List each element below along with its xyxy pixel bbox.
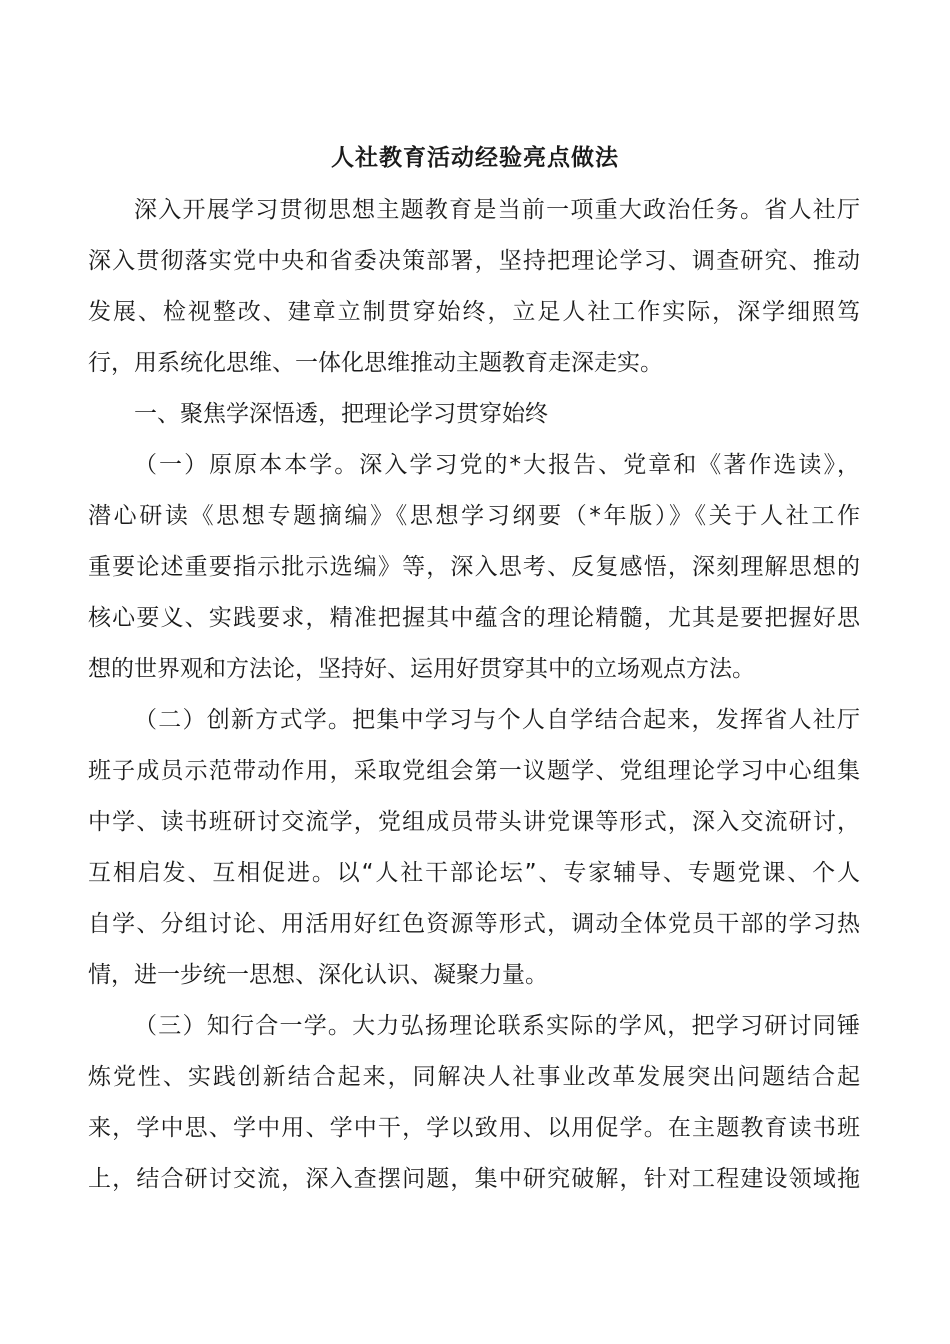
paragraph-4-line-2: 炼党性、实践创新结合起来，同解决人社事业改革发展突出问题结合起: [88, 1064, 860, 1090]
paragraph-4-line-3: 来，学中思、学中用、学中干，学以致用、以用促学。在主题教育读书班: [88, 1115, 860, 1141]
paragraph-3-line-4: 互相启发、互相促进。以“人社干部论坛”、专家辅导、专题党课、个人: [88, 860, 860, 886]
paragraph-4-line-4: 上，结合研讨交流，深入查摆问题，集中研究破解，针对工程建设领域拖: [88, 1166, 860, 1192]
paragraph-2-line-5: 想的世界观和方法论，坚持好、运用好贯穿其中的立场观点方法。: [88, 656, 755, 682]
document-title: 人社教育活动经验亮点做法: [331, 144, 619, 171]
paragraph-3-line-3: 中学、读书班研讨交流学，党组成员带头讲党课等形式，深入交流研讨，: [88, 809, 860, 835]
paragraph-1-line-4: 行，用系统化思维、一体化思维推动主题教育走深走实。: [88, 350, 663, 376]
paragraph-1-line-3: 发展、检视整改、建章立制贯穿始终，立足人社工作实际，深学细照笃: [88, 299, 860, 325]
paragraph-1-line-2: 深入贯彻落实党中央和省委决策部署，坚持把理论学习、调查研究、推动: [88, 248, 860, 274]
paragraph-1-line-1: 深入开展学习贯彻思想主题教育是当前一项重大政治任务。省人社厅: [134, 197, 860, 223]
paragraph-2-line-4: 核心要义、实践要求，精准把握其中蕴含的理论精髓，尤其是要把握好思: [88, 605, 860, 631]
paragraph-2-line-3: 重要论述重要指示批示选编》等，深入思考、反复感悟，深刻理解思想的: [88, 554, 860, 580]
section-heading-1: 一、聚焦学深悟透，把理论学习贯穿始终: [134, 401, 548, 427]
paragraph-3-line-5: 自学、分组讨论、用活用好红色资源等形式，调动全体党员干部的学习热: [88, 911, 860, 937]
paragraph-3-line-2: 班子成员示范带动作用，采取党组会第一议题学、党组理论学习中心组集: [88, 758, 860, 784]
paragraph-2-line-1: （一）原原本本学。深入学习党的*大报告、党章和《著作选读》，: [134, 452, 860, 478]
paragraph-4-line-1: （三）知行合一学。大力弘扬理论联系实际的学风，把学习研讨同锤: [134, 1013, 860, 1039]
paragraph-3-line-1: （二）创新方式学。把集中学习与个人自学结合起来，发挥省人社厅: [134, 707, 860, 733]
paragraph-2-line-2: 潜心研读《思想专题摘编》《思想学习纲要（*年版）》《关于人社工作: [88, 503, 860, 529]
paragraph-3-line-6: 情，进一步统一思想、深化认识、凝聚力量。: [88, 962, 548, 988]
